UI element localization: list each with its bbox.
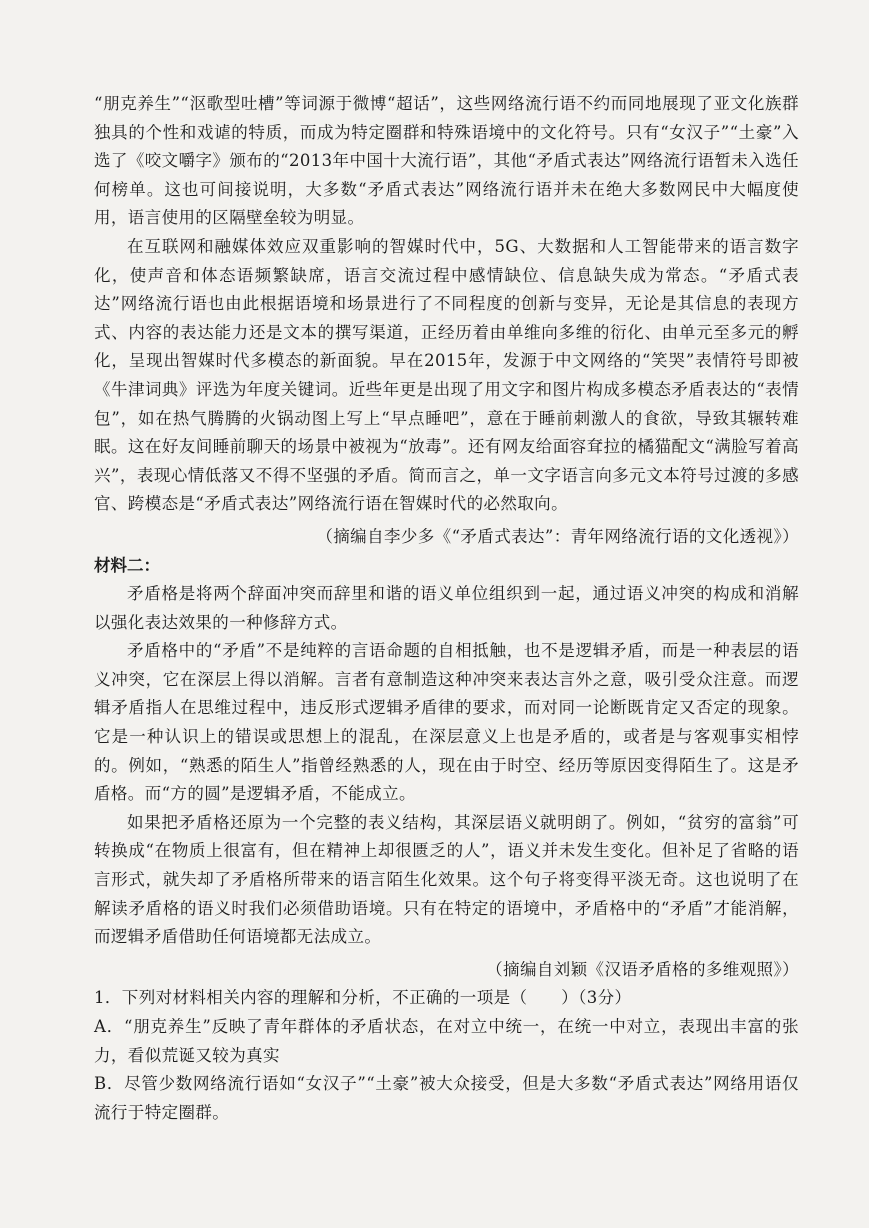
material2-paragraph-2: 矛盾格中的“矛盾”不是纯粹的言语命题的自相抵触，也不是逻辑矛盾，而是一种表层的语义冲突，它在深层上得以消解。言者有意制造这种冲突来表达言外之意，吸引受众注意。而逻辑矛盾指人在思维过程中，违反形式逻辑矛盾律的要求，而对同一论断既肯定又否定的现象。它是一种认识上的错误或思想上的混乱，在深层意义上也是矛盾的，或者是与客观事实相悖的。例如，“熟悉的陌生人”指曾经熟悉的人，现在由于时空、经历等原因变得陌生了。这是矛盾格。而“方的圆”是逻辑矛盾，不能成立。 [94,641,799,804]
question1-option-b: B．尽管少数网络流行语如“女汉子”“土豪”被大众接受，但是大多数“矛盾式表达”网络用语仅流行于特定圈群。 [94,1074,799,1122]
material1-paragraph-1: “朋克养生”“沤歌型吐槽”等词源于微博“超话”，这些网络流行语不约而同地展现了亚文化族群独具的个性和戏谑的特质，而成为特定圈群和特殊语境中的文化符号。只有“女汉子”“土豪”入选了《咬文嚼字》颁布的“2013年中国十大流行语”，其他“矛盾式表达”网络流行语暂未入选任何榜单。这也可间接说明，大多数“矛盾式表达”网络流行语并未在绝大多数网民中大幅度使用，语言使用的区隔壁垒较为明显。 [94,94,799,228]
material1-source: （摘编自李少多《“矛盾式表达”：青年网络流行语的文化透视》） [316,526,799,546]
material1-paragraph-2: 在互联网和融媒体效应双重影响的智媒时代中，5G、大数据和人工智能带来的语言数字化，使声音和体态语频繁缺席，语言交流过程中感情缺位、信息缺失成为常态。“矛盾式表达”网络流行语也由此根据语境和场景进行了不同程度的创新与变异，无论是其信息的表现方式、内容的表达能力还是文本的撰写渠道，正经历着由单维向多维的衍化、由单元至多元的孵化，呈现出智媒时代多模态的新面貌。早在2015年，发源于中文网络的“笑哭”表情符号即被《牛津词典》评选为年度关键词。近些年更是出现了用文字和图片构成多模态矛盾表达的“表情包”，如在热气腾腾的火锅动图上写上“早点睡吧”，意在于睡前刺激人的食欲，导致其辗转难眠。这在好友间睡前聊天的场景中被视为“放毒”。还有网友给面容耷拉的橘猫配文“满脸写着高兴”，表现心情低落又不得不坚强的矛盾。简而言之，单一文字语言向多元文本符号过渡的多感官、跨模态是“矛盾式表达”网络流行语在智媒时代的必然取向。 [94,236,799,514]
question-one [94,984,799,1127]
material-two [94,552,799,985]
material2-paragraph-3: 如果把矛盾格还原为一个完整的表义结构，其深层语义就明朗了。例如，“贫穷的富翁”可转换成“在物质上很富有，但在精神上却很匮乏的人”，语义并未发生变化。但补足了省略的语言形式，就失却了矛盾格所带来的语言陌生化效果。这个句子将变得平淡无奇。这也说明了在解读矛盾格的语义时我们必须借助语境。只有在特定的语境中，矛盾格中的“矛盾”才能消解，而逻辑矛盾借助任何语境都无法成立。 [94,812,799,947]
material2-paragraph-1: 矛盾格是将两个辞面冲突而辞里和谐的语义单位组织到一起，通过语义冲突的构成和消解以强化表达效果的一种修辞方式。 [94,584,799,632]
material2-source: （摘编自刘颖《汉语矛盾格的多维观照》） [486,959,799,979]
material2-heading: 材料二： [94,555,160,575]
question1-stem: 1．下列对材料相关内容的理解和分析，不正确的一项是（ ）（3分） [94,988,632,1008]
question1-option-a: A．“朋克养生”反映了青年群体的矛盾状态，在对立中统一，在统一中对立，表现出丰富的张力，看似荒诞又较为真实 [94,1017,799,1065]
material-one-excerpt [94,90,799,552]
